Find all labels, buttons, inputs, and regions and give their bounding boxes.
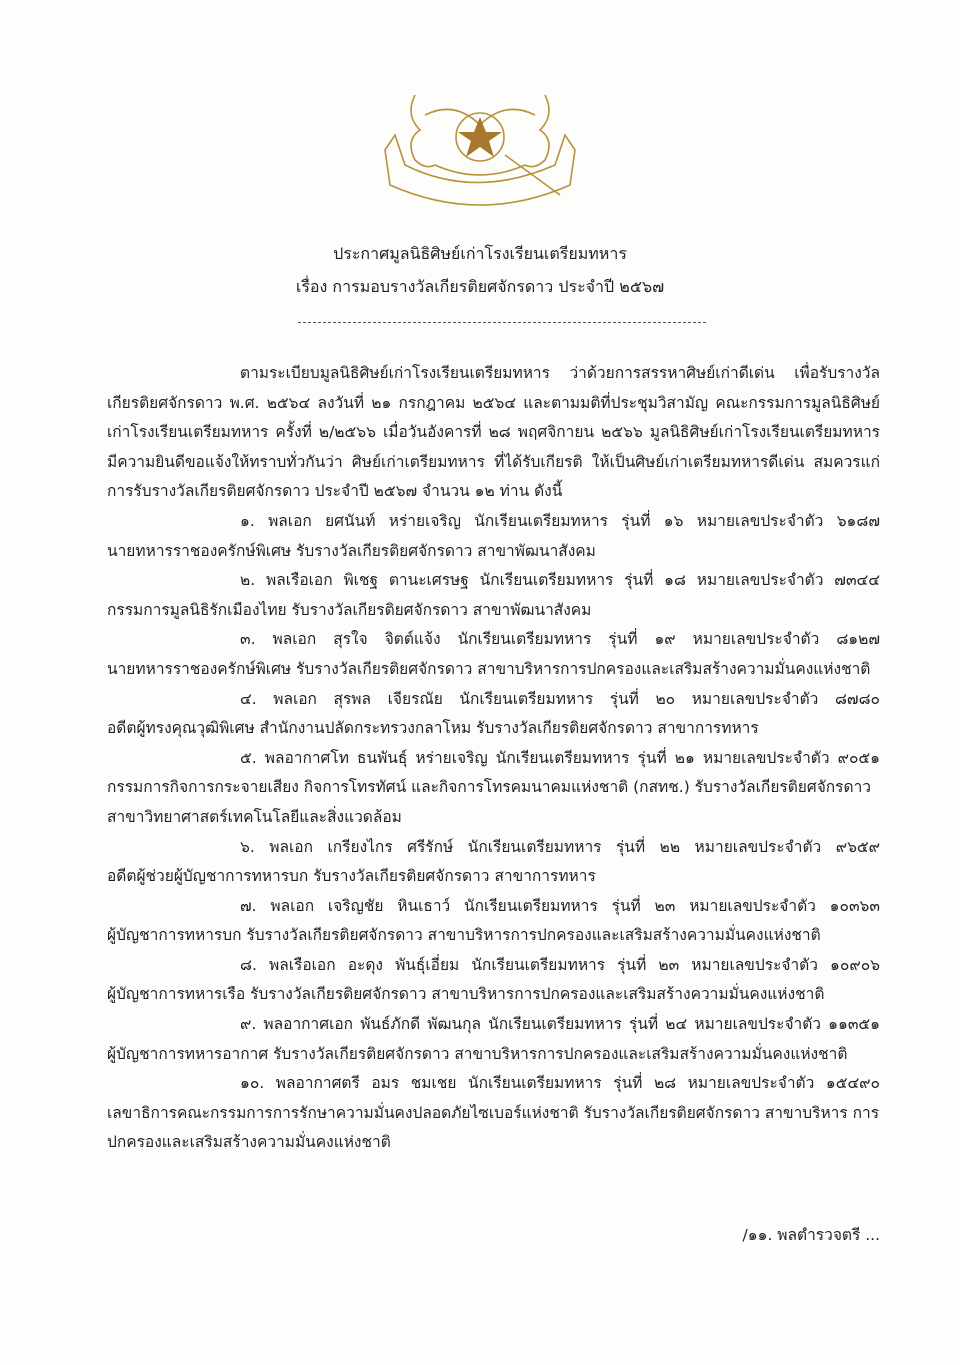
awardee-item <box>107 1010 880 1069</box>
awardee-item <box>107 566 880 625</box>
awardee-detail: นายทหารราชองครักษ์พิเศษ รับรางวัลเกียรติยศจักรดาว สาขาพัฒนาสังคม <box>107 541 596 560</box>
continued-marker: /๑๑. พลตำรวจตรี ... <box>742 1226 880 1244</box>
awardee-heading: ๘. พลเรือเอก อะดุง พันธุ์เอี่ยม นักเรียนเตรียมทหาร รุ่นที่ ๒๓ หมายเลขประจำตัว ๑๐๙๐๖ <box>240 955 880 974</box>
awardee-item <box>107 507 880 566</box>
awardee-heading: ๗. พลเอก เจริญชัย หินเธาว์ นักเรียนเตรียมทหาร รุ่นที่ ๒๓ หมายเลขประจำตัว ๑๐๓๖๓ <box>240 896 880 915</box>
awardee-detail: นายทหารราชองครักษ์พิเศษ รับรางวัลเกียรติยศจักรดาว สาขาบริหารการปกครองและเสริมสร้างความมั่นคงแห่งชาติ <box>107 659 871 678</box>
awardee-heading: ๖. พลเอก เกรียงไกร ศรีรักษ์ นักเรียนเตรียมทหาร รุ่นที่ ๒๒ หมายเลขประจำตัว ๙๖๕๙ <box>240 837 880 856</box>
awardee-detail: อดีตผู้ทรงคุณวุฒิพิเศษ สำนักงานปลัดกระทรวงกลาโหม รับรางวัลเกียรติยศจักรดาว สาขาการทหาร <box>107 719 759 738</box>
announcement-subject: เรื่อง การมอบรางวัลเกียรติยศจักรดาว ประจำปี ๒๕๖๗ <box>295 277 665 296</box>
awardee-item <box>107 685 880 744</box>
awardee-heading: ๓. พลเอก สุรใจ จิตต์แจ้ง นักเรียนเตรียมทหาร รุ่นที่ ๑๙ หมายเลขประจำตัว ๘๑๒๗ <box>240 630 880 649</box>
awardee-item <box>107 892 880 951</box>
awardee-heading: ๑๐. พลอากาศตรี อมร ชมเชย นักเรียนเตรียมทหาร รุ่นที่ ๒๘ หมายเลขประจำตัว ๑๕๔๙๐ <box>240 1074 880 1093</box>
awardee-heading: ๒. พลเรือเอก พิเชฐ ตานะเศรษฐ นักเรียนเตรียมทหาร รุ่นที่ ๑๘ หมายเลขประจำตัว ๗๓๔๔ <box>240 571 880 590</box>
awardee-heading: ๑. พลเอก ยศนันท์ หร่ายเจริญ นักเรียนเตรียมทหาร รุ่นที่ ๑๖ หมายเลขประจำตัว ๖๑๘๗ <box>240 511 880 530</box>
awardee-detail: เลขาธิการคณะกรรมการการรักษาความมั่นคงปลอดภัยไซเบอร์แห่งชาติ รับรางวัลเกียรติยศจักรดาว สาขาบริหาร การปกครองและเสริมสร้างความมั่นคงแห่งชาติ <box>107 1103 880 1152</box>
awardee-detail: ผู้บัญชาการทหารอากาศ รับรางวัลเกียรติยศจักรดาว สาขาบริหารการปกครองและเสริมสร้างความมั่นคงแห่งชาติ <box>107 1044 848 1063</box>
divider <box>298 322 706 323</box>
awardee-item <box>107 744 880 833</box>
awardee-detail: ผู้บัญชาการทหารบก รับรางวัลเกียรติยศจักรดาว สาขาบริหารการปกครองและเสริมสร้างความมั่นคงแห่งชาติ <box>107 926 821 945</box>
awardee-item <box>107 951 880 1010</box>
awardee-heading: ๔. พลเอก สุรพล เจียรณัย นักเรียนเตรียมทหาร รุ่นที่ ๒๐ หมายเลขประจำตัว ๘๗๘๐ <box>240 689 880 708</box>
awardee-item <box>107 625 880 684</box>
intro-paragraph: ตามระเบียบมูลนิธิศิษย์เก่าโรงเรียนเตรียมทหาร ว่าด้วยการสรรหาศิษย์เก่าดีเด่น เพื่อรับรางวัลเกียรติยศจักรดาว พ.ศ. ๒๕๖๔ ลงวันที่ ๒๑ กรกฎาคม ๒๕๖๔ และตามมติที่ประชุมวิสามัญ คณะกรรมการมูลนิธิศิษย์เก่าโรงเรียนเตรียมทหาร ครั้งที่ ๒/๒๕๖๖ เมื่อวันอังคารที่ ๒๘ พฤศจิกายน ๒๕๖๖ มูลนิธิศิษย์เก่าโรงเรียนเตรียมทหาร มีความยินดีขอแจ้งให้ทราบทั่วกันว่า ศิษย์เก่าเตรียมทหาร ที่ได้รับเกียรติ ให้เป็นศิษย์เก่าเตรียมทหารดีเด่น สมควรแก่การรับรางวัลเกียรติยศจักรดาว ประจำปี ๒๕๖๗ จำนวน ๑๒ ท่าน ดังนี้ <box>107 364 880 501</box>
awardee-detail: กรรมการมูลนิธิรักเมืองไทย รับรางวัลเกียรติยศจักรดาว สาขาพัฒนาสังคม <box>107 600 592 619</box>
awardee-heading: ๕. พลอากาศโท ธนพันธุ์ หร่ายเจริญ นักเรียนเตรียมทหาร รุ่นที่ ๒๑ หมายเลขประจำตัว ๙๐๕๑ <box>240 748 880 767</box>
announcement-title: ประกาศมูลนิธิศิษย์เก่าโรงเรียนเตรียมทหาร <box>333 244 627 263</box>
foundation-emblem-logo <box>355 75 605 215</box>
awardee-heading: ๙. พลอากาศเอก พันธ์ภักดี พัฒนกุล นักเรียนเตรียมทหาร รุ่นที่ ๒๔ หมายเลขประจำตัว ๑๑๓๕๑ <box>240 1015 880 1034</box>
awardee-detail: กรรมการกิจการกระจายเสียง กิจการโทรทัศน์ และกิจการโทรคมนาคมแห่งชาติ (กสทช.) รับรางวัลเกียรติยศจักรดาว สาขาวิทยาศาสตร์เทคโนโลยีและสิ่งแวดล้อม <box>107 778 871 826</box>
awardee-detail: อดีตผู้ช่วยผู้บัญชาการทหารบก รับรางวัลเกียรติยศจักรดาว สาขาการทหาร <box>107 867 596 886</box>
awardee-list <box>107 507 880 1158</box>
awardee-item <box>107 833 880 892</box>
awardee-detail: ผู้บัญชาการทหารเรือ รับรางวัลเกียรติยศจักรดาว สาขาบริหารการปกครองและเสริมสร้างความมั่นคงแห่งชาติ <box>107 985 825 1004</box>
announcement-body <box>107 359 880 1158</box>
awardee-item <box>107 1069 880 1158</box>
